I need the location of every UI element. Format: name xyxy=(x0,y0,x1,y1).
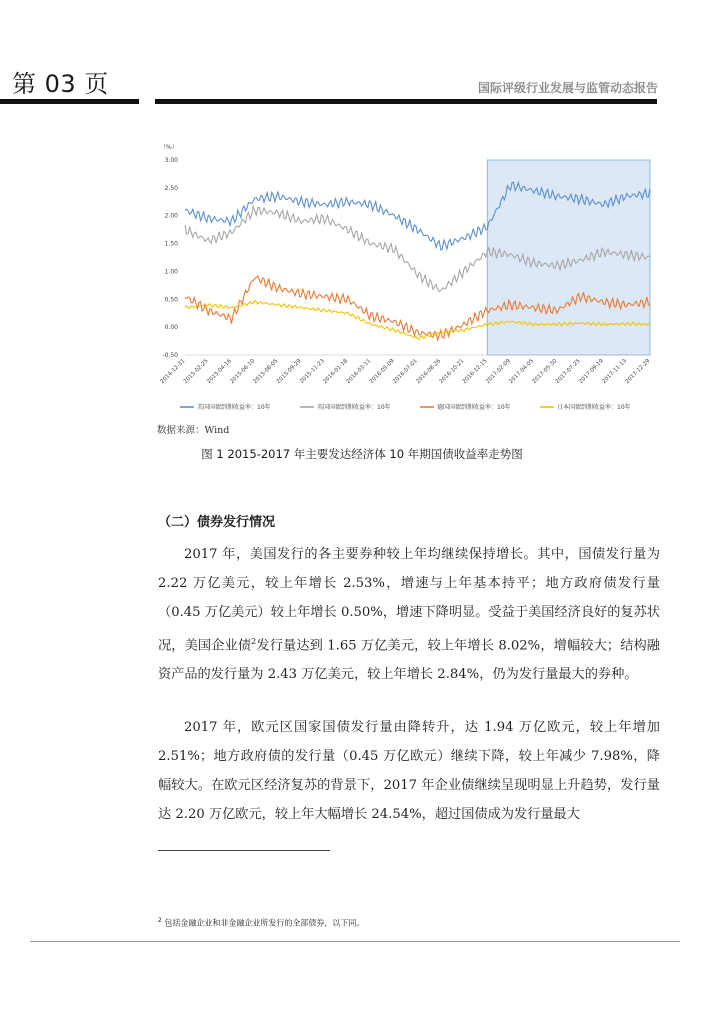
x-tick-label: 2017-11-13 xyxy=(601,358,629,386)
x-tick-label: 2017-07-25 xyxy=(554,358,582,386)
y-tick-label: 1.50 xyxy=(164,240,178,248)
chart-svg xyxy=(150,140,670,420)
x-tick-label: 2016-01-18 xyxy=(322,358,350,386)
footnote-mark: 2 xyxy=(158,917,162,924)
x-tick-label: 2015-06-10 xyxy=(229,358,257,386)
x-tick-label: 2017-02-09 xyxy=(485,358,512,386)
legend-label: 美国国债到期收益率：10年 xyxy=(197,404,271,411)
footer-rule xyxy=(30,941,680,942)
header-rule-left xyxy=(0,99,139,104)
paragraph-text: 2017 年，美国发行的各主要券种较上年均继续保持增长。其中，国债发行量为 2.22 万亿美元，较上年增长 2.53%，增速与上年基本持平；地方政府债发行量（0.45 万亿美元）较上年增长 0.50%，增速下降明显。受益于美国经济良好的复苏状况，美国企业债 xyxy=(158,547,660,654)
footnote-ref[interactable]: 2 xyxy=(251,637,257,646)
x-tick-label: 2017-09-19 xyxy=(578,358,605,386)
x-tick-label: 2015-04-16 xyxy=(206,358,233,386)
y-tick-label: 0.00 xyxy=(164,324,178,332)
footnote-rule xyxy=(158,850,330,851)
y-tick-label: 0.50 xyxy=(164,296,178,304)
y-tick-label: 2.00 xyxy=(164,212,178,220)
y-tick-label: 3.00 xyxy=(164,157,178,164)
x-tick-label: 2016-05-09 xyxy=(368,358,396,386)
y-tick-label: 1.00 xyxy=(164,268,178,276)
x-tick-label: 2017-05-30 xyxy=(531,358,559,386)
page-number: 第 03 页 xyxy=(12,70,109,98)
x-tick-label: 2016-08-26 xyxy=(415,358,443,386)
x-tick-label: 2016-10-21 xyxy=(438,358,466,386)
data-source: 数据来源：Wind xyxy=(157,425,230,436)
header-rule-right xyxy=(155,99,657,104)
paragraph-text: 发行量达到 1.65 万亿美元，较上年增长 8.02%，增幅较大；结构融资产品的发行量为 2.43 万亿美元，较上年增长 2.84%，仍为发行量最大的券种。 xyxy=(158,638,660,683)
x-tick-label: 2017-12-29 xyxy=(624,358,652,386)
legend-label: 德国国债到期收益率：10年 xyxy=(437,404,511,411)
legend-label: 英国国债到期收益率：10年 xyxy=(317,404,391,411)
x-tick-label: 2014-12-31 xyxy=(159,358,187,386)
x-tick-label: 2016-03-11 xyxy=(345,358,373,386)
y-tick-label: 2.50 xyxy=(164,184,178,192)
yield-chart xyxy=(150,140,670,420)
x-tick-label: 2015-09-29 xyxy=(275,358,303,386)
x-tick-label: 2015-02-25 xyxy=(182,358,210,386)
report-title: 国际评级行业发展与监管动态报告 xyxy=(477,81,658,95)
unit-label: （%） xyxy=(160,144,178,151)
legend-label: 日本国债到期收益率：10年 xyxy=(557,404,631,411)
section-heading: （二）债券发行情况 xyxy=(158,515,276,530)
figure-caption: 图 1 2015-2017 年主要发达经济体 10 年期国债收益率走势图 xyxy=(201,447,523,461)
x-tick-label: 2016-12-15 xyxy=(461,358,489,386)
x-tick-label: 2016-07-01 xyxy=(392,358,419,386)
paragraph-eu-issuance xyxy=(158,713,660,829)
x-tick-label: 2015-08-05 xyxy=(252,358,280,386)
paragraph-us-issuance xyxy=(158,540,660,689)
x-tick-label: 2017-04-05 xyxy=(508,358,536,386)
highlight-region xyxy=(487,160,650,355)
footnote-text: 包括金融企业和非金融企业所发行的全部债券，以下同。 xyxy=(161,918,365,928)
y-tick-label: -0.50 xyxy=(162,352,178,359)
footnote xyxy=(158,917,364,929)
x-tick-label: 2015-11-23 xyxy=(299,358,326,386)
paragraph-text: 2017 年，欧元区国家国债发行量由降转升，达 1.94 万亿欧元，较上年增加 2.51%；地方政府债的发行量（0.45 万亿欧元）继续下降，较上年减少 7.98%，降幅较大。在欧元区经济复苏的背景下，2017 年企业债继续呈现明显上升趋势，发行量达 2.20 万亿欧元，较上年大幅增长 24.54%，超过国债成为发行量最大 xyxy=(158,720,660,822)
